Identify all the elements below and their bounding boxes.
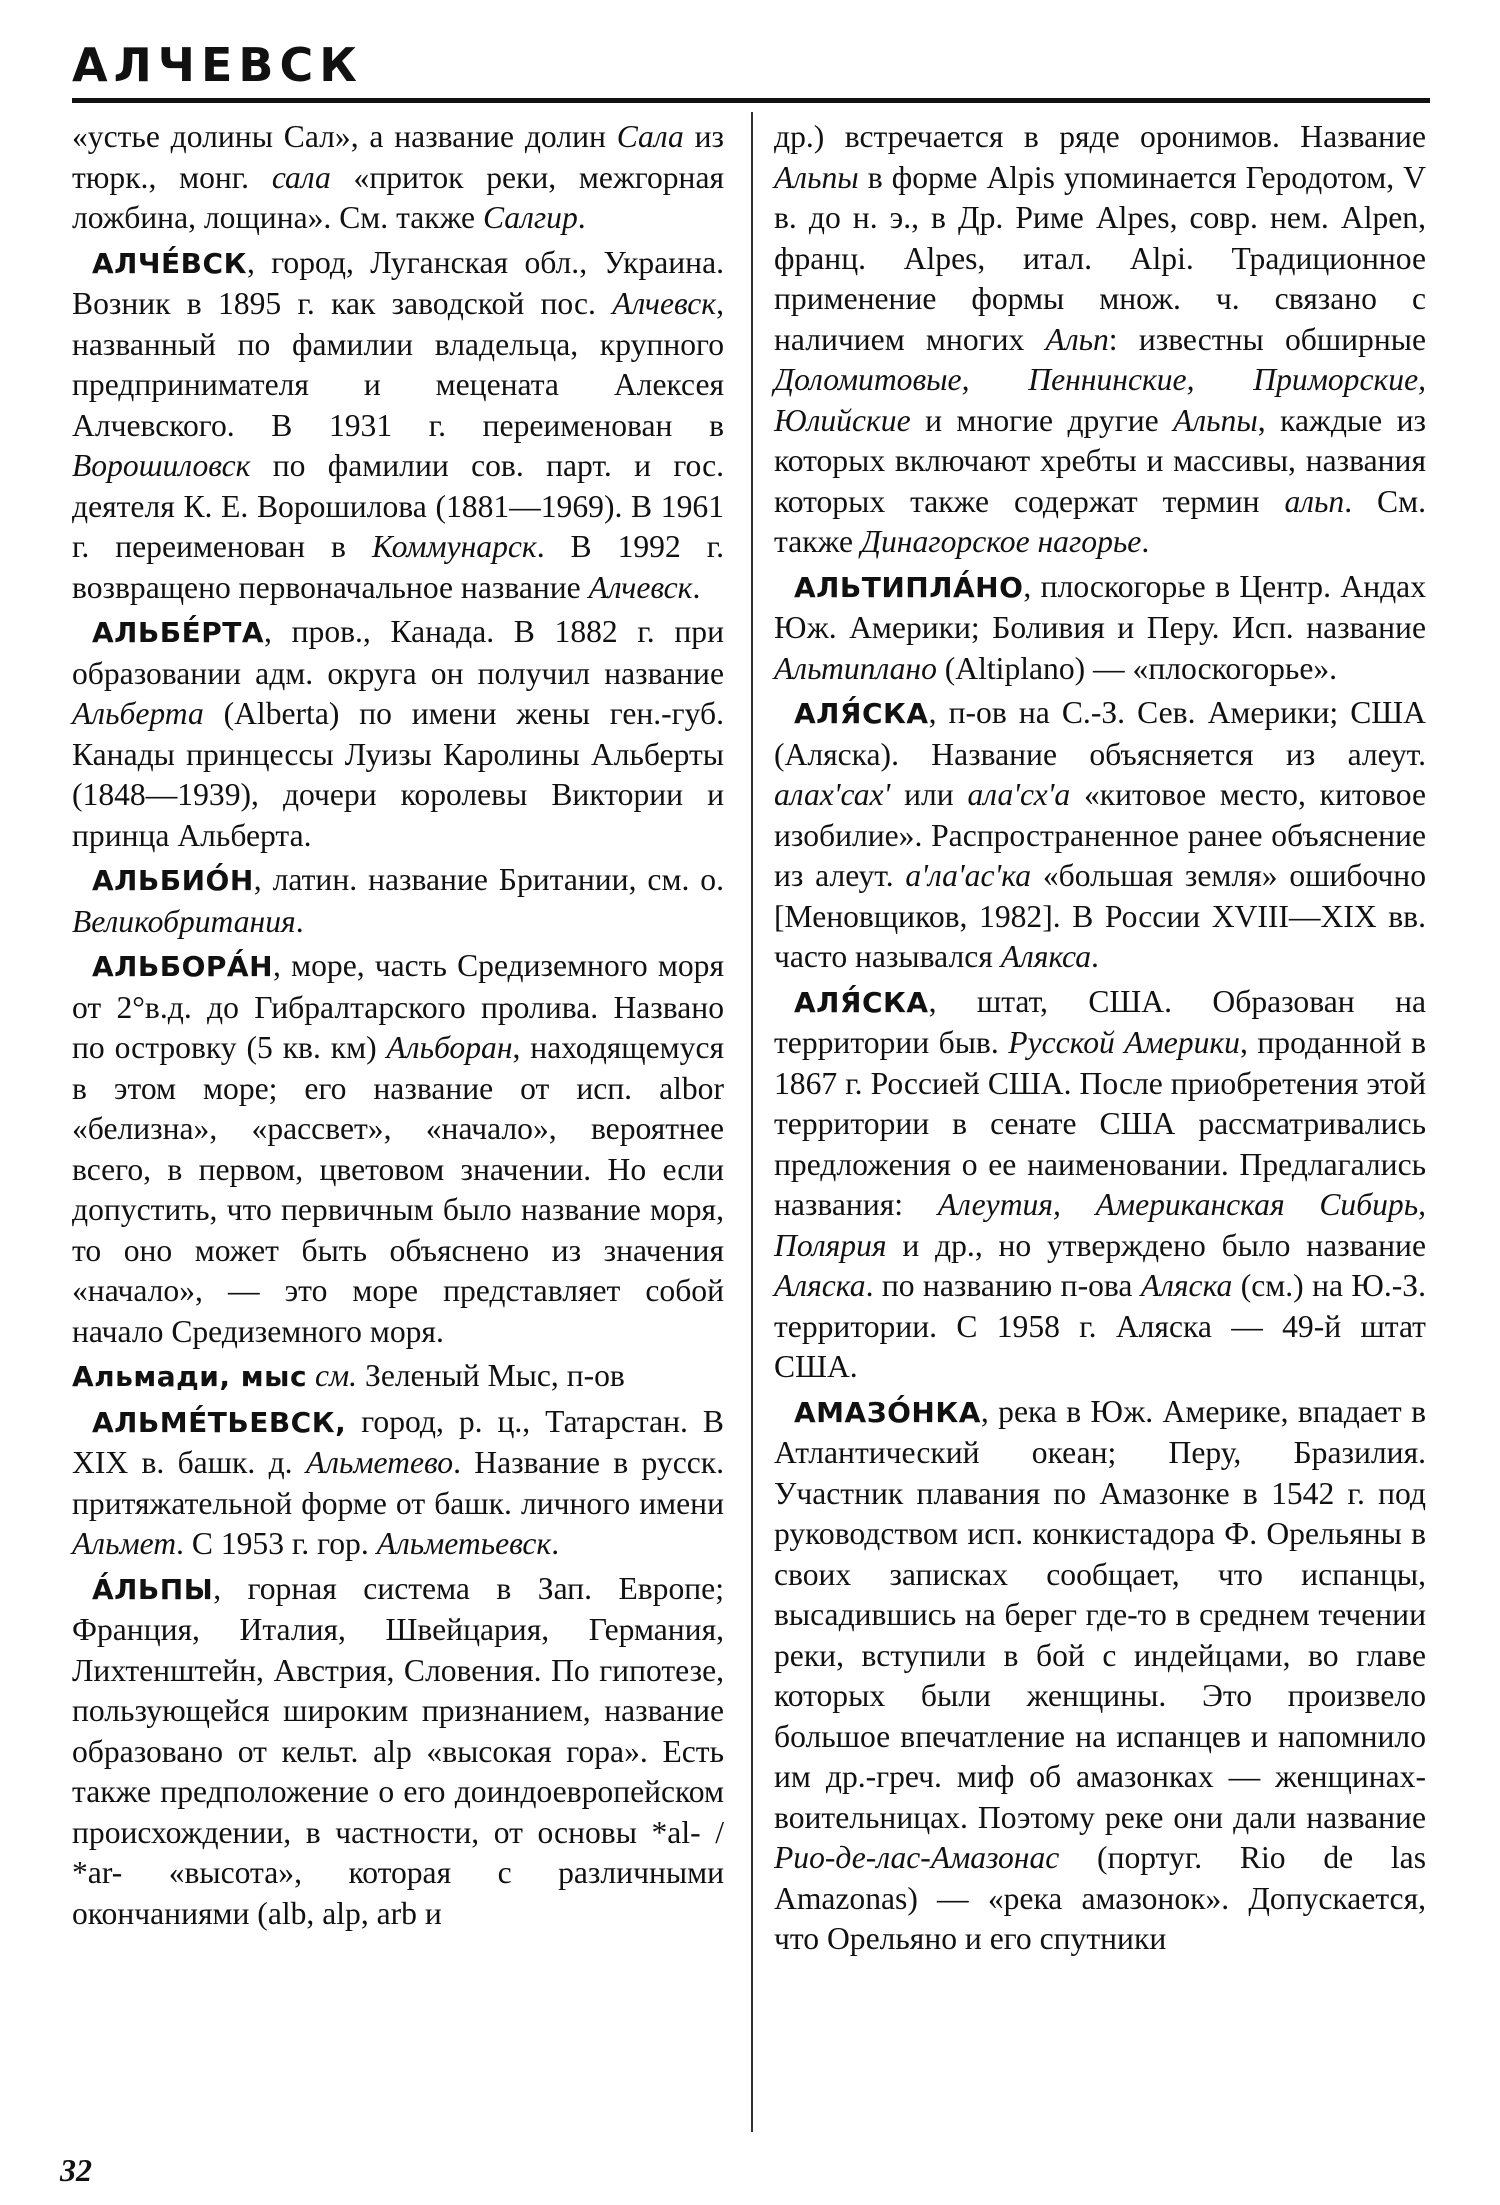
entry-headword: АЛЯ́СКА: [794, 697, 929, 730]
entry-text: и др., но утверждено было название: [886, 1227, 1426, 1263]
entry-headword: АЛЯ́СКА: [794, 985, 929, 1019]
italic-term: Алчевск: [612, 286, 717, 321]
column-divider: [751, 112, 753, 2132]
dictionary-entry: [774, 982, 1426, 1388]
entry-text: .: [1091, 939, 1099, 974]
entry-text: «приток реки, межгорная ложбина, лощина». См. также: [72, 159, 724, 235]
dictionary-entry: [774, 117, 1426, 563]
italic-term: Великобритания: [72, 903, 296, 939]
italic-term: Динагорское нагорье: [860, 524, 1142, 559]
italic-term: Алеутия, Американская Сибирь, Полярия: [774, 1187, 1426, 1263]
entry-text: (см.) на Ю.-З. территории. С 1958 г. Аляска — 49-й штат США.: [774, 1268, 1426, 1384]
dictionary-entry: [72, 1402, 724, 1565]
entry-text: , находящемуся в этом море; его название от исп. albor «белизна», «рассвет», «начало», вероятнее всего, в первом, цветовом значении. Но если допустить, что первичным было название моря, то оно может быть объяснено из значения «начало», — это море представляет собой начало Средиземного моря.: [72, 1030, 724, 1349]
header-rule: [72, 98, 1430, 103]
entry-headword: Альмади, мыс: [72, 1360, 308, 1393]
entry-text: в форме Alpis упоминается Геродотом, V в. до н. э., в Др. Риме Alpes, совр. нем. Alpen, франц. Alpes, итал. Alpi. Традиционное применение формы множ. ч. связано с наличием многих: [774, 159, 1426, 357]
dictionary-entry: [72, 243, 724, 609]
dictionary-entry: [72, 1569, 724, 1935]
entry-text: .: [1141, 524, 1150, 559]
italic-term: см.: [315, 1358, 358, 1393]
entry-text: . Название в русск. притяжательной форме от башк. личного имени: [72, 1445, 724, 1521]
italic-term: ала'сх'а: [967, 777, 1071, 812]
entry-text: «большая земля» ошибочно [Меновщиков, 1982]. В России XVIII—XIX вв. часто назывался: [774, 858, 1426, 974]
entry-headword: АЛЬБИО́Н: [92, 864, 254, 897]
entry-headword: А́ЛЬПЫ: [92, 1572, 214, 1606]
entry-headword: АЛЧЕ́ВСК: [92, 246, 247, 280]
entry-text: (Altiplano) — «плоскогорье».: [936, 650, 1338, 686]
entry-text: «китовое место, китовое изобилие». Распространенное ранее объяснение из алеут.: [774, 777, 1426, 893]
entry-text: др.) встречается в ряде оронимов. Название: [774, 119, 1426, 154]
italic-term: а'ла'ас'ка: [905, 858, 1032, 893]
entry-text: по фамилии сов. парт. и гос. деятеля К. Е. Ворошилова (1881—1969). В 1961 г. переименован в: [72, 448, 724, 564]
italic-term: Альберта: [72, 696, 204, 731]
dictionary-entry: [72, 612, 724, 856]
entry-headword: АЛЬТИПЛА́НО: [794, 570, 1024, 604]
italic-term: Русской Америки: [1008, 1025, 1240, 1060]
left-column: [72, 117, 724, 1938]
italic-term: Сала: [616, 119, 684, 154]
entry-text: , город, Луганская обл., Украина. Возник в 1895 г. как заводской пос.: [72, 244, 724, 321]
entry-text: , река в Юж. Америке, впадает в Атлантический океан; Перу, Бразилия. Участник плавания по Амазонке в 1542 г. под руководством исп. конкистадора Ф. Орельяны в своих записках сообщает, что испанцы, высадившись на берег где-то в среднем течении реки, вступили в бой с индейцами, во главе которых были женщины. Это произвело большое впечатление на испанцев и напомнило им др.-греч. миф об амазонках — женщинах-воительницах. Поэтому реке они дали название: [774, 1393, 1426, 1835]
italic-term: Альп: [1045, 321, 1109, 357]
dictionary-entry: [774, 693, 1426, 978]
entry-text: , штат, США. Образован на территории быв.: [774, 983, 1426, 1060]
dictionary-entry: [774, 567, 1426, 690]
dictionary-entry: [72, 1356, 724, 1398]
entry-headword: АМАЗО́НКА: [794, 1395, 981, 1429]
italic-term: Альтиплано: [774, 650, 937, 686]
italic-term: Альмет: [72, 1526, 177, 1561]
italic-term: Альметево: [305, 1445, 454, 1480]
page-number: 32: [60, 2152, 92, 2188]
italic-term: сала: [271, 159, 331, 195]
entry-text: «устье долины Сал», а название долин: [72, 119, 617, 154]
entry-text: или: [890, 777, 968, 812]
italic-term: Аляска: [1140, 1268, 1233, 1303]
dictionary-entry: [72, 860, 724, 942]
entry-text: [307, 1358, 315, 1393]
italic-term: альп: [1284, 483, 1345, 519]
entry-text: . С 1953 г. гор.: [176, 1526, 377, 1561]
entry-text: и многие другие: [910, 402, 1174, 438]
italic-term: Алякса: [1000, 939, 1092, 974]
dictionary-entry: [774, 1392, 1426, 1960]
italic-term: алах'сах': [774, 777, 891, 812]
entry-text: , плоскогорье в Центр. Андах Юж. Америки; Боливия и Перу. Исп. название: [774, 568, 1426, 645]
italic-term: Доломитовые, Пеннинские, Приморские, Юлийские: [774, 362, 1426, 438]
entry-text: , проданной в 1867 г. Россией США. После приобретения этой территории в сенате США рассматривались предложения о ее наименовании. Предлагались названия:: [774, 1025, 1427, 1222]
entry-text: , латин. название Британии, см. о.: [253, 862, 724, 897]
italic-term: Салгир: [482, 200, 578, 235]
entry-text: .: [692, 569, 701, 605]
entry-text: город, р. ц., Татарстан. В XIX в. башк. д.: [72, 1403, 724, 1480]
italic-term: Альметьевск: [376, 1526, 552, 1561]
entry-headword: АЛЬМЕ́ТЬЕВСК,: [92, 1405, 347, 1439]
entry-text: , пров., Канада. В 1882 г. при образовании адм. округа он получил название: [72, 614, 724, 691]
italic-term: Аляска: [774, 1268, 866, 1303]
entry-text: : известны обширные: [1108, 321, 1427, 357]
entry-text: , п-ов на С.-З. Сев. Америки; США (Аляска). Название объясняется из алеут.: [774, 695, 1426, 772]
italic-term: Альпы: [774, 159, 859, 195]
entry-text: (португ. Rio de las Amazonas) — «река амазонок». Допускается, что Орельяно и его спутники: [774, 1840, 1426, 1956]
entry-text: , горная система в Зап. Европе; Франция, Италия, Швейцария, Германия, Лихтенштейн, Австрия, Словения. По гипотезе, пользующейся широким признанием, название образовано от кельт. alp «высокая гора». Есть также предположение о его доиндоевропейском происхождении, в частности, от основы *al- / *ar- «высота», которая с различными окончаниями (alb, alp, arb и: [72, 1570, 724, 1931]
italic-term: Алчевск: [588, 569, 693, 605]
italic-term: Альпы: [1173, 402, 1258, 438]
entry-text: . В 1992 г. возвращено первоначальное название: [72, 529, 724, 605]
entry-text: , названный по фамилии владельца, крупного предпринимателя и мецената Алексея Алчевского. В 1931 г. переименован в: [72, 286, 724, 443]
entry-text: . по названию п-ова: [865, 1268, 1141, 1303]
entry-text: . См. также: [774, 483, 1426, 559]
italic-term: Рио-де-лас-Амазонас: [774, 1840, 1060, 1875]
dictionary-entry: [72, 117, 724, 239]
running-head: АЛЧЕВСК: [72, 38, 363, 92]
entry-text: Зеленый Мыс, п-ов: [357, 1358, 625, 1393]
entry-text: , море, часть Средиземного моря от 2°в.д. до Гибралтарского пролива. Названо по островку (5 кв. км): [72, 948, 724, 1065]
entry-text: из тюрк., монг.: [72, 119, 724, 195]
italic-term: Альборан: [386, 1030, 513, 1065]
italic-term: Коммунарск: [371, 529, 537, 564]
entry-text: .: [551, 1526, 560, 1561]
entry-headword: АЛЬБОРА́Н: [92, 950, 274, 983]
dictionary-entry: [72, 946, 724, 1352]
italic-term: Ворошиловск: [72, 448, 251, 483]
right-column: [774, 117, 1426, 1964]
entry-text: .: [295, 903, 304, 939]
entry-text: (Alberta) по имени жены ген.-губ. Канады принцессы Луизы Каролины Альберты (1848—1939), дочери королевы Виктории и принца Альберта.: [72, 696, 724, 853]
entry-text: .: [577, 200, 586, 235]
entry-text: , каждые из которых включают хребты и массивы, названия которых также содержат термин: [774, 402, 1426, 519]
entry-headword: АЛЬБЕ́РТА: [92, 616, 265, 649]
